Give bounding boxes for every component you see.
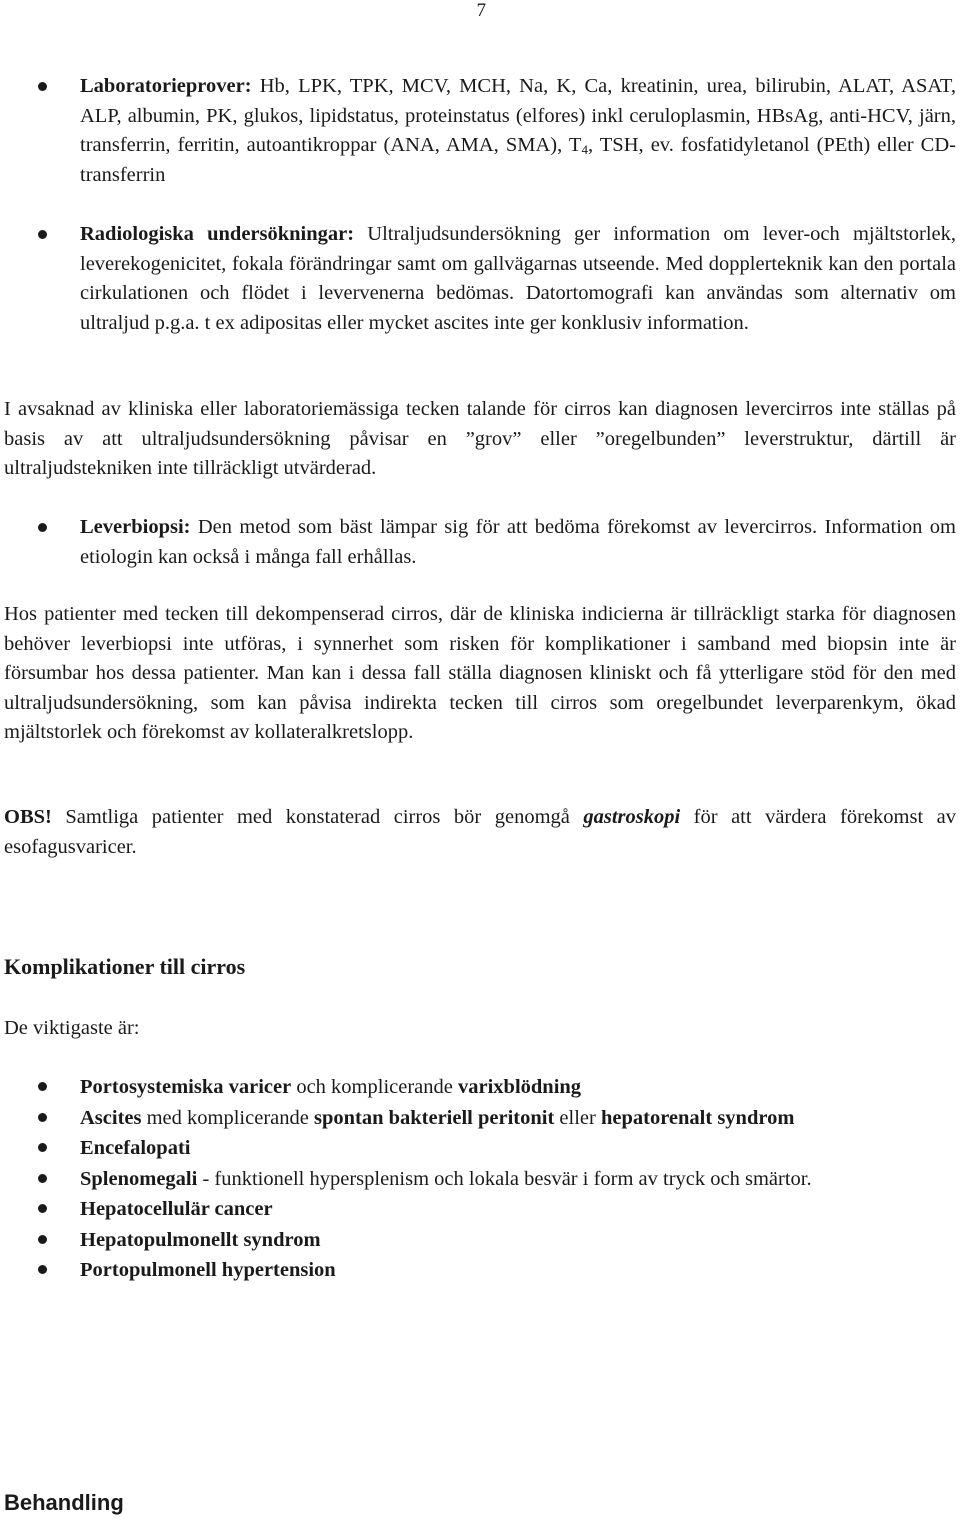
paragraph-dekompenserad: Hos patienter med tecken till dekompenserad cirros, där de kliniska indicierna är tillräckligt starka för diagnosen behöver leverbiopsi inte utföras, i synnerhet som risken för komplikationer i samband med biopsin inte är försumbar hos dessa patienter. Man kan i dessa fall ställa diagnosen kliniskt och få ytterligare stöd för den med ultraljudsundersökning, som kan påvisa indirekta tecken till cirros som oregelbundet leverparenkym, ökad mjältstorlek och förekomst av kollateralkretslopp.	[4, 603, 956, 743]
heading-behandling: Behandling	[4, 1490, 124, 1515]
complication-term: varixblödning	[458, 1076, 582, 1098]
list-item-leverbiopsi	[38, 513, 956, 572]
complication-term: Portosystemiska varicer	[80, 1076, 292, 1098]
complication-term: Portopulmonell hypertension	[80, 1259, 336, 1281]
bullet-icon	[38, 1235, 47, 1244]
list-item-complication	[38, 1103, 956, 1134]
item-text: Hb, LPK, TPK, MCV, MCH, Na, K, Ca, kreatinin, urea, bilirubin, ALAT, ASAT, ALP, albumin, PK, glukos, lipidstatus, proteinstatus (elfores) inkl ceruloplasmin, HBsAg, anti-HCV, järn, transferrin, ferritin, autoantikroppar (ANA, AMA, SMA), T	[80, 75, 956, 156]
biopsy-list	[38, 513, 956, 572]
bullet-icon	[38, 1113, 47, 1122]
heading-komplikationer: Komplikationer till cirros	[4, 954, 246, 979]
bullet-icon	[38, 1143, 47, 1152]
list-item-complication	[38, 1164, 956, 1195]
item-subscript: 4	[581, 142, 588, 157]
complication-text: och komplicerande	[291, 1076, 458, 1098]
bullet-icon	[38, 523, 47, 532]
list-item-complication	[38, 1133, 956, 1164]
list-item-complication	[38, 1194, 956, 1225]
list-item-complication	[38, 1255, 956, 1286]
item-label: Laboratorieprover:	[80, 75, 252, 97]
item-text: Ultraljudsundersökning ger information om lever-och mjältstorlek, leverekogenicitet, fokala förändringar samt om gallvägarnas utseende. Med dopplerteknik kan den portala cirkulationen och flödet i levervenerna bedömas. Datortomografi kan användas som alternativ om ultraljud p.g.a. t ex adipositas eller mycket ascites inte ger konklusiv information.	[80, 223, 957, 334]
list-item-radiologiska	[38, 220, 956, 338]
complication-term: spontan bakteriell peritonit	[313, 1106, 555, 1129]
item-label: Radiologiska undersökningar:	[80, 223, 355, 245]
bullet-icon	[38, 1082, 47, 1091]
item-label: Leverbiopsi:	[80, 516, 191, 538]
lab-radiology-list	[38, 72, 956, 338]
page-number: 7	[476, 0, 486, 21]
paragraph-obs	[4, 803, 956, 862]
complication-term: Hepatopulmonellt syndrom	[80, 1228, 321, 1251]
obs-emphasis: gastroskopi	[583, 806, 681, 828]
item-text-cont: , TSH, ev. fosfatidyletanol (PEth) eller CD-transferrin	[80, 134, 956, 186]
bullet-icon	[38, 82, 47, 91]
complication-text: - funktionell hypersplenism och lokala besvär i form av tryck och smärtor.	[197, 1167, 812, 1190]
bullet-icon	[38, 1265, 47, 1274]
list-item-laboratorieprover	[38, 72, 956, 190]
complication-text: eller	[554, 1106, 601, 1129]
bullet-icon	[38, 230, 47, 239]
complication-term: Ascites	[80, 1106, 142, 1129]
item-text: Den metod som bäst lämpar sig för att bedöma förekomst av levercirros. Information om etiologin kan också i många fall erhållas.	[80, 516, 956, 568]
obs-text: Samtliga patienter med konstaterad cirros bör genomgå	[51, 806, 584, 828]
list-item-complication	[38, 1072, 956, 1103]
paragraph-cirros-diagnos: I avsaknad av kliniska eller laboratoriemässiga tecken talande för cirros kan diagnosen levercirros inte ställas på basis av att ultraljudsundersökning påvisar en ”grov” eller ”oregelbunden” leverstruktur, därtill är ultraljudstekniken inte tillräckligt utvärderad.	[4, 398, 956, 479]
complication-term: Splenomegali	[80, 1167, 198, 1190]
bullet-icon	[38, 1174, 47, 1183]
complication-term: Hepatocellulär cancer	[80, 1198, 273, 1220]
list-item-complication	[38, 1225, 956, 1256]
bullet-icon	[38, 1204, 47, 1213]
complications-list	[38, 1072, 956, 1286]
obs-label: OBS!	[4, 806, 52, 828]
obs-text-cont: för att värdera förekomst av esofagusvaricer.	[4, 806, 956, 858]
complication-term: hepatorenalt syndrom	[600, 1106, 795, 1129]
complication-text: med komplicerande	[141, 1106, 314, 1129]
intro-text: De viktigaste är:	[4, 1017, 140, 1039]
complication-term: Encefalopati	[80, 1137, 191, 1159]
